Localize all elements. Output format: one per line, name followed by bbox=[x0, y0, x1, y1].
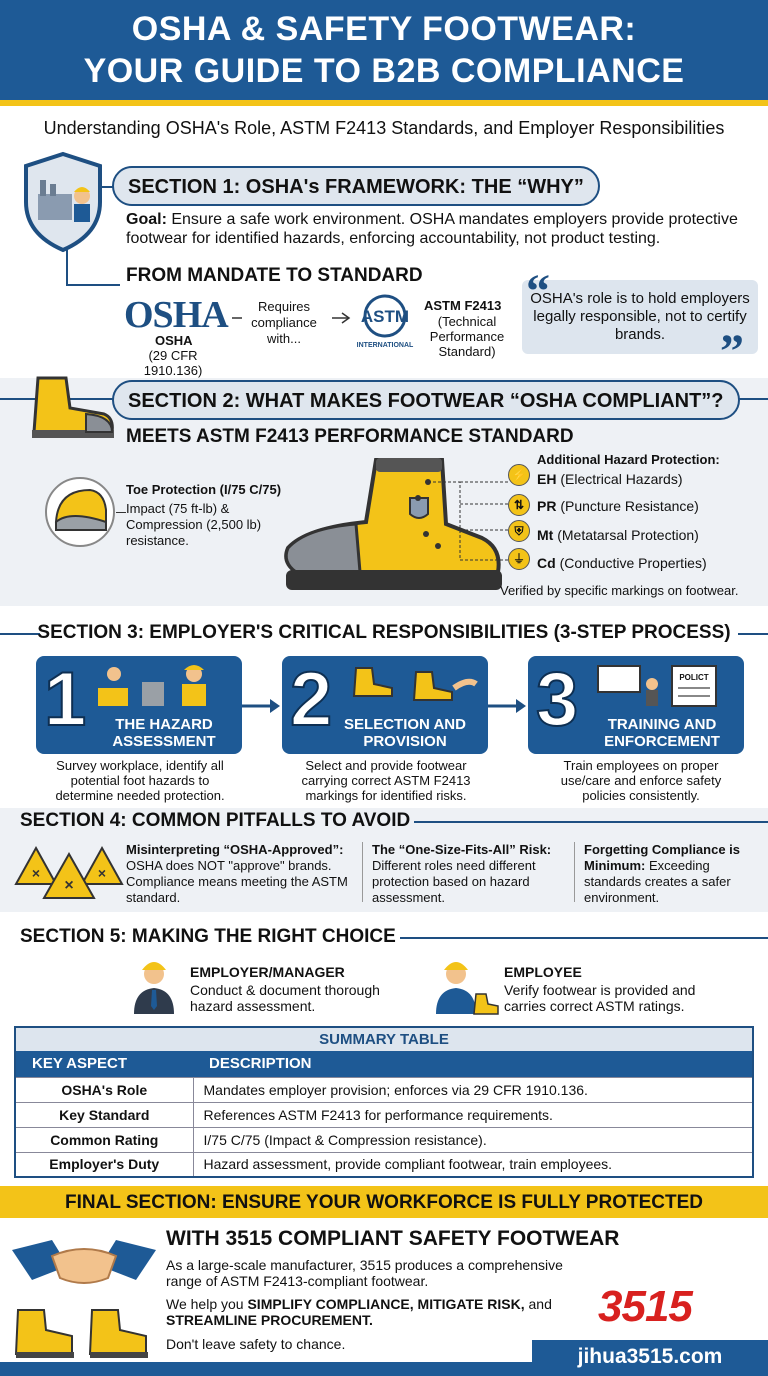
table-cell-key: Common Rating bbox=[15, 1127, 193, 1152]
step2-label-line1: SELECTION AND bbox=[344, 716, 466, 733]
pitfall-desc: Exceeding standards creates a safer environment. bbox=[584, 858, 731, 905]
open-quote-icon: “ bbox=[526, 265, 550, 318]
website-url[interactable]: jihua3515.com bbox=[577, 1345, 723, 1368]
table-cell-key: Employer's Duty bbox=[15, 1152, 193, 1177]
page-title-line2: YOUR GUIDE TO B2B COMPLIANCE bbox=[83, 52, 685, 90]
boot-handover-icon bbox=[346, 662, 480, 708]
pitfall-1 bbox=[126, 842, 352, 906]
hazard-item-eh bbox=[537, 471, 682, 487]
svg-text:×: × bbox=[64, 877, 74, 894]
final-title: FINAL SECTION: ENSURE YOUR WORKFORCE IS FULLY PROTECTED bbox=[65, 1192, 703, 1213]
table-cell-key: Key Standard bbox=[15, 1102, 193, 1127]
quote-text: OSHA's role is to hold employers legally responsible, not to certify brands. bbox=[530, 290, 750, 343]
arrow-icon bbox=[232, 312, 352, 324]
pitfall-desc: Different roles need different protection based on hazard assessment. bbox=[372, 858, 536, 905]
hazard-code: Cd bbox=[537, 555, 556, 571]
hazard-item-pr bbox=[537, 498, 699, 514]
svg-text:ASTM: ASTM bbox=[360, 307, 410, 326]
nail-icon: ⇅ bbox=[508, 494, 530, 516]
factory-shield-icon bbox=[22, 150, 104, 254]
hazard-desc: (Conductive Properties) bbox=[559, 555, 707, 571]
table-cell-value: Mandates employer provision; enforces via 29 CFR 1910.136. bbox=[193, 1077, 753, 1102]
policy-label: POLICT bbox=[679, 673, 709, 682]
close-quote-icon: ” bbox=[720, 325, 744, 378]
pitfall-title: Misinterpreting “OSHA-Approved”: bbox=[126, 842, 344, 857]
step2-label-line2: PROVISION bbox=[363, 733, 447, 750]
pitfall-2 bbox=[372, 842, 568, 906]
pitfall-title: Forgetting Compliance is Minimum: bbox=[584, 842, 741, 873]
final-p2-bold1: SIMPLIFY COMPLIANCE, MITIGATE RISK, bbox=[247, 1296, 525, 1312]
arrow-right-icon bbox=[488, 696, 528, 716]
step1-desc: Survey workplace, identify all potential foot hazards to determine needed protection. bbox=[55, 758, 225, 803]
shield-icon: ⛨ bbox=[508, 520, 530, 542]
hazard-item-cd bbox=[537, 555, 707, 571]
final-p2-mid: and bbox=[524, 1296, 552, 1312]
toe-protection-title: Toe Protection (I/75 C/75) bbox=[126, 482, 282, 497]
toe-protection-desc: Impact (75 ft-lb) & Compression (2,500 lb) resistance. bbox=[126, 501, 262, 548]
table-row bbox=[15, 1102, 753, 1127]
step1-label bbox=[94, 716, 234, 750]
step3-label bbox=[586, 716, 738, 750]
section5-title: SECTION 5: MAKING THE RIGHT CHOICE bbox=[20, 926, 396, 947]
summary-table bbox=[14, 1026, 754, 1178]
step1-label-line2: ASSESSMENT bbox=[112, 733, 216, 750]
hazard-connector-lines bbox=[420, 474, 510, 570]
pitfall-title: The “One-Size-Fits-All” Risk: bbox=[372, 842, 552, 857]
section5-rule bbox=[400, 937, 768, 939]
astm-subtitle: (Technical Performance Standard) bbox=[429, 314, 505, 359]
astm-logo-text: INTERNATIONAL bbox=[356, 342, 414, 349]
final-p2-pre: We help you bbox=[166, 1296, 248, 1312]
role-employee-title: EMPLOYEE bbox=[504, 964, 582, 980]
hazard-desc: (Electrical Hazards) bbox=[560, 471, 683, 487]
divider bbox=[574, 842, 575, 902]
section1-goal bbox=[126, 210, 746, 248]
hazard-assessment-icon bbox=[94, 662, 234, 708]
handshake-boots-icon bbox=[12, 1226, 156, 1362]
hazard-desc: (Metatarsal Protection) bbox=[557, 527, 699, 543]
astm-logo-icon bbox=[352, 292, 418, 350]
astm-title: ASTM F2413 bbox=[424, 298, 502, 313]
brand-logo: 3515 bbox=[598, 1282, 692, 1331]
section2-subtitle: MEETS ASTM F2413 PERFORMANCE STANDARD bbox=[126, 426, 574, 447]
hazard-code: Mt bbox=[537, 527, 554, 543]
section4-rule bbox=[414, 821, 768, 823]
table-row bbox=[15, 1127, 753, 1152]
osha-logo: OSHA bbox=[124, 294, 228, 336]
step2-label bbox=[330, 716, 480, 750]
final-paragraph-2 bbox=[166, 1296, 586, 1328]
goal-text: Ensure a safe work environment. OSHA mandates employers provide protective footwear for identified hazards, enforcing accountability, not product testing. bbox=[126, 211, 738, 247]
employee-icon bbox=[430, 956, 500, 1016]
section1-connector-h bbox=[66, 284, 120, 286]
table-cell-value: References ASTM F2413 for performance requirements. bbox=[193, 1102, 753, 1127]
table-cell-key: OSHA's Role bbox=[15, 1077, 193, 1102]
role-employee-desc: Verify footwear is provided and carries correct ASTM ratings. bbox=[504, 982, 696, 1014]
final-paragraph-3: Don't leave safety to chance. bbox=[166, 1336, 346, 1352]
section4-title: SECTION 4: COMMON PITFALLS TO AVOID bbox=[20, 810, 411, 831]
pitfall-3 bbox=[584, 842, 760, 906]
final-subtitle: WITH 3515 COMPLIANT SAFETY FOOTWEAR bbox=[166, 1227, 620, 1250]
table-cell-value: Hazard assessment, provide compliant footwear, train employees. bbox=[193, 1152, 753, 1177]
final-p2-bold2: STREAMLINE PROCUREMENT. bbox=[166, 1312, 373, 1328]
training-policy-icon bbox=[594, 662, 740, 708]
osha-label: OSHA bbox=[155, 333, 193, 348]
role-employer-desc: Conduct & document thorough hazard assessment. bbox=[190, 982, 380, 1014]
final-paragraph-1: As a large-scale manufacturer, 3515 produces a comprehensive range of ASTM F2413-compliant footwear. bbox=[166, 1257, 563, 1289]
svg-text:×: × bbox=[97, 865, 107, 881]
toe-cap-icon bbox=[44, 476, 116, 548]
pitfall-desc: OSHA does NOT "approve" brands. Compliance means meeting the ASTM standard. bbox=[126, 858, 348, 905]
table-cell-value: I/75 C/75 (Impact & Compression resistance). bbox=[193, 1127, 753, 1152]
requires-text: Requires compliance with... bbox=[251, 299, 317, 346]
table-row bbox=[15, 1152, 753, 1177]
goal-label: Goal: bbox=[126, 211, 167, 228]
step1-number: 1 bbox=[44, 657, 87, 742]
step3-label-line2: ENFORCEMENT bbox=[604, 733, 720, 750]
hazard-desc: (Puncture Resistance) bbox=[560, 498, 699, 514]
table-row bbox=[15, 1077, 753, 1102]
footer-band bbox=[0, 1362, 540, 1376]
page-subtitle: Understanding OSHA's Role, ASTM F2413 Standards, and Employer Responsibilities bbox=[43, 118, 725, 138]
role-employer-title: EMPLOYER/MANAGER bbox=[190, 964, 345, 980]
step3-label-line1: TRAINING AND bbox=[607, 716, 717, 733]
step3-desc: Train employees on proper use/care and enforce safety policies consistently. bbox=[560, 758, 722, 803]
mandate-title: FROM MANDATE TO STANDARD bbox=[126, 265, 423, 286]
ground-icon: ⏚ bbox=[508, 548, 530, 570]
section2-title: SECTION 2: WHAT MAKES FOOTWEAR “OSHA COMPLIANT”? bbox=[112, 380, 740, 420]
hazard-item-mt bbox=[537, 527, 699, 543]
hazard-code: EH bbox=[537, 471, 557, 487]
table-header-description: DESCRIPTION bbox=[193, 1051, 753, 1077]
section1-connector bbox=[66, 250, 68, 284]
toe-connector bbox=[116, 512, 126, 513]
svg-text:×: × bbox=[31, 865, 41, 881]
arrow-right-icon bbox=[242, 696, 282, 716]
step1-label-line1: THE HAZARD bbox=[115, 716, 213, 733]
step3-number: 3 bbox=[536, 657, 579, 742]
verified-note: Verified by specific markings on footwear. bbox=[500, 583, 739, 598]
osha-cfr: (29 CFR 1910.136) bbox=[143, 348, 203, 378]
step2-number: 2 bbox=[290, 657, 333, 742]
hazard-code: PR bbox=[537, 498, 557, 514]
header-accent-band bbox=[0, 100, 768, 106]
table-caption: SUMMARY TABLE bbox=[15, 1027, 753, 1051]
additional-hazard-title: Additional Hazard Protection: bbox=[537, 452, 720, 467]
warning-signs-icon bbox=[14, 844, 124, 900]
section3-title: SECTION 3: EMPLOYER'S CRITICAL RESPONSIBILITIES (3-STEP PROCESS) bbox=[37, 622, 731, 643]
section1-title: SECTION 1: OSHA's FRAMEWORK: THE “WHY” bbox=[112, 166, 600, 206]
page-title-line1: OSHA & SAFETY FOOTWEAR: bbox=[131, 10, 637, 48]
manager-icon bbox=[126, 956, 182, 1016]
boot-icon bbox=[24, 374, 116, 440]
step2-desc: Select and provide footwear carrying correct ASTM F2413 markings for identified risks. bbox=[301, 758, 471, 803]
table-header-aspect: KEY ASPECT bbox=[15, 1051, 193, 1077]
divider bbox=[362, 842, 363, 902]
lightning-icon: ⚡ bbox=[508, 464, 530, 486]
